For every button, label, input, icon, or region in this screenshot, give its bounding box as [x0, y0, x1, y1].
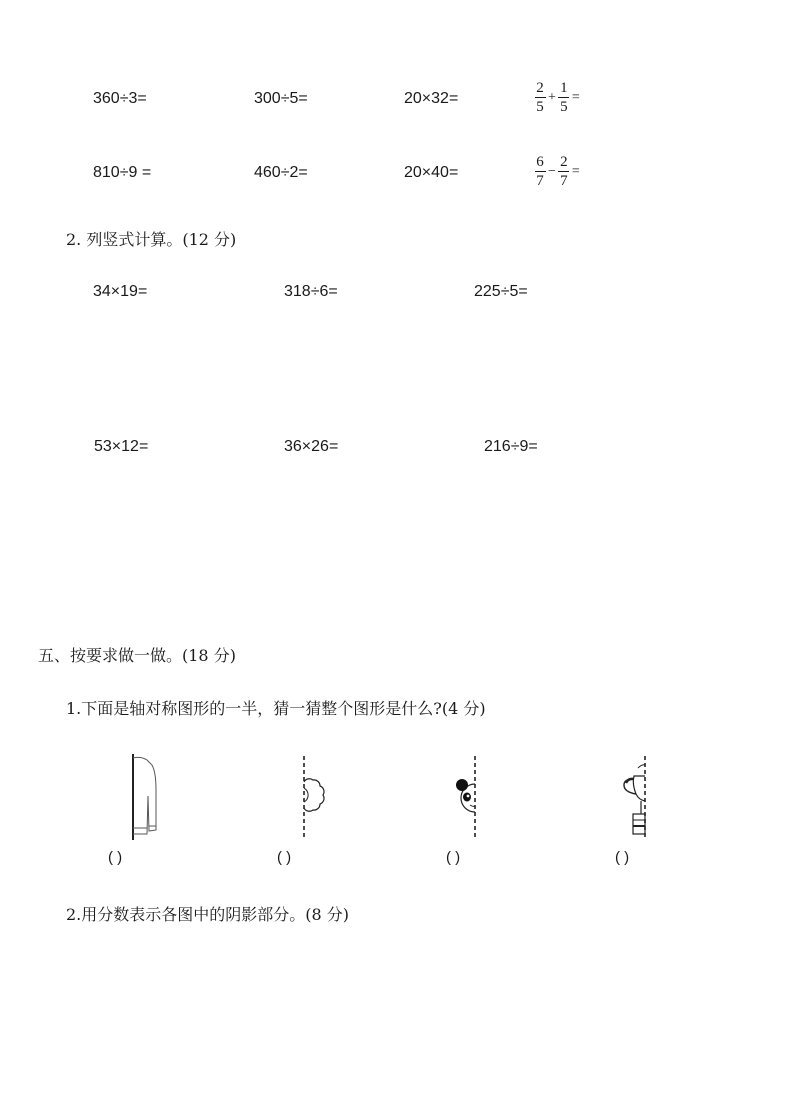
oral-calc-1: 360÷3=: [93, 90, 147, 107]
numerator: 1: [560, 80, 568, 96]
fraction: [558, 154, 570, 189]
vertical-calc-4: 53×12=: [94, 438, 149, 455]
operator: −: [548, 163, 556, 179]
denominator: 5: [536, 99, 544, 115]
equals-sign: =: [571, 163, 580, 179]
vertical-calc-5: 36×26=: [284, 438, 339, 455]
equals-sign: =: [571, 89, 580, 105]
sweater-half-icon: [128, 752, 164, 842]
vertical-calc-2: 318÷6=: [284, 283, 338, 300]
oral-calc-6: 20×40=: [404, 164, 459, 181]
vertical-calc-6: 216÷9=: [484, 438, 538, 455]
vertical-calc-3: 225÷5=: [474, 283, 528, 300]
flower-half-icon: [298, 754, 338, 840]
fraction-bar: [558, 171, 569, 172]
fraction: [558, 80, 570, 115]
section-5-title: 五、按要求做一做。(18 分): [38, 646, 236, 665]
oral-calc-3: 20×32=: [404, 90, 459, 107]
vertical-calc-title: 2. 列竖式计算。(12 分): [66, 230, 237, 249]
question-1-title: 1.下面是轴对称图形的一半，猜一猜整个图形是什么?(4 分): [66, 699, 486, 718]
fraction-bar: [558, 97, 569, 98]
operator: +: [548, 89, 556, 105]
oral-calc-5: 460÷2=: [254, 164, 308, 181]
denominator: 5: [560, 99, 568, 115]
fraction-bar: [535, 171, 546, 172]
answer-blank-3[interactable]: ( ): [446, 849, 461, 866]
denominator: 7: [560, 173, 568, 189]
oral-calc-4: 810÷9 =: [93, 164, 152, 181]
trophy-half-icon: [616, 754, 656, 840]
numerator: 2: [536, 80, 544, 96]
denominator: 7: [536, 173, 544, 189]
question-2-title: 2.用分数表示各图中的阴影部分。(8 分): [66, 905, 350, 924]
fraction-bar: [535, 97, 546, 98]
numerator: 2: [560, 154, 568, 170]
answer-blank-2[interactable]: ( ): [277, 849, 292, 866]
fraction: [534, 154, 546, 189]
answer-blank-4[interactable]: ( ): [615, 849, 630, 866]
vertical-calc-1: 34×19=: [93, 283, 148, 300]
numerator: 6: [536, 154, 544, 170]
answer-blank-1[interactable]: ( ): [108, 849, 123, 866]
fraction-expression-1: [534, 80, 582, 115]
oral-calc-2: 300÷5=: [254, 90, 308, 107]
panda-half-icon: [446, 754, 486, 840]
fraction: [534, 80, 546, 115]
fraction-expression-2: [534, 154, 582, 189]
